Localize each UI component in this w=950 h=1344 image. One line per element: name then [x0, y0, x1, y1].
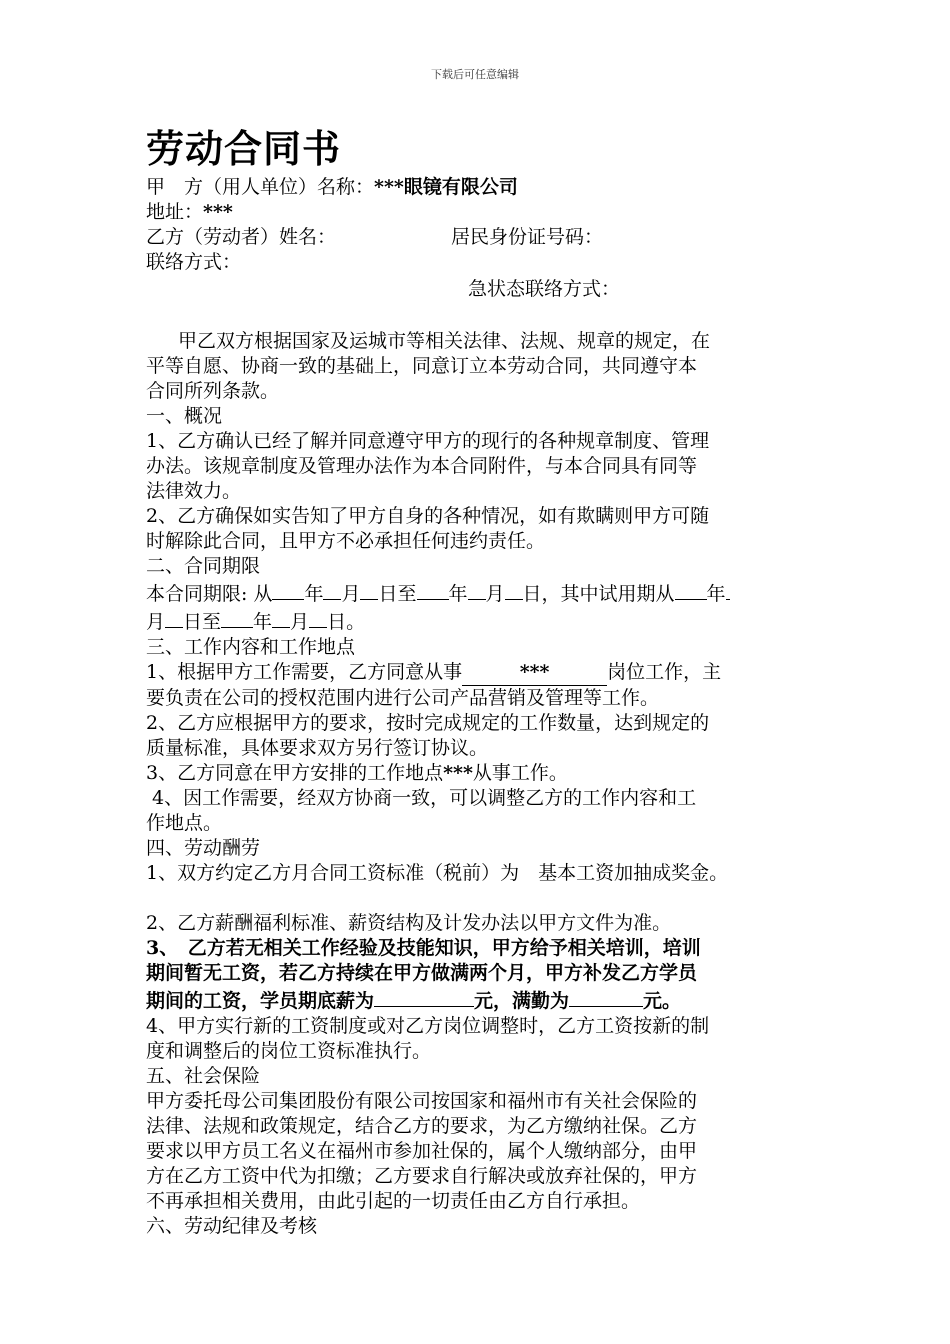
- contract-term-line-1: [146, 579, 816, 607]
- probation-start-year-blank: [675, 579, 707, 600]
- emergency-contact-line: 急状态联络方式：: [468, 278, 621, 300]
- end-year-blank: [417, 579, 449, 600]
- contract-term-line-2: [146, 607, 816, 635]
- s3-p2-line-2: 质量标准，具体要求双方另行签订协议。: [146, 737, 489, 759]
- document-title: 劳动合同书: [146, 127, 342, 171]
- s3-p1-text: 1、根据甲方工作需要，乙方同意从事: [146, 661, 463, 683]
- party-b-name-label: 乙方（劳动者）姓名：: [146, 226, 337, 248]
- section-1-heading: 一、概况: [146, 405, 223, 427]
- start-day-blank: [360, 579, 378, 600]
- probation-text: 日，其中试用期从: [522, 583, 675, 605]
- yuan-text: 元。: [643, 990, 682, 1012]
- s5-p1-line-4: 方在乙方工资中代为扣缴；乙方要求自行解决或放弃社保的，甲方: [146, 1165, 698, 1187]
- start-month-blank: [323, 579, 341, 600]
- day-to-text: 日至: [378, 583, 417, 605]
- intro-line-3: 合同所列条款。: [146, 380, 280, 402]
- s4-p3-line-2: 期间暂无工资，若乙方持续在甲方做满两个月，甲方补发乙方学员: [146, 962, 698, 984]
- probation-start-day-blank: [165, 607, 183, 628]
- section-2-heading: 二、合同期限: [146, 555, 261, 577]
- month-text: 月: [485, 583, 505, 605]
- start-year-blank: [272, 579, 304, 600]
- s5-p1-line-2: 法律、法规和政策规定，结合乙方的要求，为乙方缴纳社保。乙方: [146, 1115, 698, 1137]
- s4-p4-line-2: 度和调整后的岗位工资标准执行。: [146, 1040, 432, 1062]
- party-b-line: [146, 225, 816, 250]
- probation-end-day-blank: [309, 607, 327, 628]
- s5-p1-line-5: 不再承担相关费用，由此引起的一切责任由乙方自行承担。: [146, 1190, 641, 1212]
- section-3-heading: 三、工作内容和工作地点: [146, 636, 356, 658]
- party-a-label: 甲 方（用人单位）名称：: [146, 176, 375, 198]
- s3-p2-line-1: 2、乙方应根据甲方的要求，按时完成规定的工作数量，达到规定的: [146, 712, 710, 734]
- term-label: 本合同期限: 从: [146, 583, 273, 605]
- intro-line-1: 甲乙双方根据国家及运城市等相关法律、法规、规章的规定，在: [178, 330, 711, 352]
- s3-p1-line-1: [146, 660, 816, 686]
- address-label: 地址：: [146, 201, 204, 223]
- trainee-pay-text: 期间的工资，学员期底薪为: [146, 990, 375, 1012]
- s1-p1-line-2: 办法。该规章制度及管理办法作为本合同附件，与本合同具有同等: [146, 455, 698, 477]
- day-to-text: 日至: [183, 611, 222, 633]
- address-value: ***: [203, 201, 233, 223]
- post-name-field: ***: [462, 660, 607, 686]
- section-5-heading: 五、社会保险: [146, 1065, 261, 1087]
- section-4-heading: 四、劳动酬劳: [146, 837, 261, 859]
- work-place-value: ***: [443, 762, 473, 784]
- full-attendance-pay-blank: [569, 986, 643, 1007]
- party-b-id-label: 居民身份证号码：: [451, 226, 604, 248]
- year-text: 年: [253, 611, 273, 633]
- s3-p4-line-1: 4、因工作需要，经双方协商一致，可以调整乙方的工作内容和工: [146, 787, 697, 809]
- s4-p1-line: 1、双方约定乙方月合同工资标准（税前）为 基本工资加抽成奖金。: [146, 862, 729, 884]
- s4-p2-line: 2、乙方薪酬福利标准、薪资结构及计发办法以甲方文件为准。: [146, 912, 672, 934]
- party-a-line: [146, 175, 816, 200]
- trainee-base-pay-blank: [374, 986, 474, 1007]
- s5-p1-line-1: 甲方委托母公司集团股份有限公司按国家和福州市有关社会保险的: [146, 1090, 698, 1112]
- s3-p4-line-2: 作地点。: [146, 812, 223, 834]
- contact-line: 联络方式：: [146, 251, 242, 273]
- contract-body: [146, 125, 816, 1239]
- full-attendance-text: 元，满勤为: [474, 990, 570, 1012]
- s3-p3-text: 3、乙方同意在甲方安排的工作地点: [146, 762, 444, 784]
- address-line: [146, 200, 816, 225]
- year-text: 年: [448, 583, 468, 605]
- day-end-text: 日。: [327, 611, 366, 633]
- s1-p1-line-3: 法律效力。: [146, 480, 242, 502]
- trailing-blank: [726, 579, 730, 600]
- s4-p3-line-1: 3、 乙方若无相关工作经验及技能知识，甲方给予相关培训，培训: [146, 937, 701, 959]
- s3-p1-line-2: 要负责在公司的授权范围内进行公司产品营销及管理等工作。: [146, 687, 660, 709]
- spacer: [146, 886, 816, 911]
- month-text: 月: [341, 583, 361, 605]
- end-month-blank: [468, 579, 486, 600]
- page-header-note: 下载后可任意编辑: [431, 68, 519, 81]
- s3-p3-text-end: 从事工作。: [472, 762, 568, 784]
- month-text: 月: [290, 611, 310, 633]
- probation-end-year-blank: [221, 607, 253, 628]
- year-text: 年: [304, 583, 324, 605]
- section-6-heading: 六、劳动纪律及考核: [146, 1215, 318, 1237]
- month-text: 月: [146, 611, 166, 633]
- s3-p1-text-end: 岗位工作，主: [607, 661, 722, 683]
- s1-p2-line-1: 2、乙方确保如实告知了甲方自身的各种情况，如有欺瞒则甲方可随: [146, 505, 710, 527]
- s1-p2-line-2: 时解除此合同，且甲方不必承担任何违约责任。: [146, 530, 546, 552]
- s3-p3-line: [146, 761, 816, 786]
- party-a-name: ***眼镜有限公司: [374, 176, 518, 198]
- end-day-blank: [505, 579, 523, 600]
- s1-p1-line-1: 1、乙方确认已经了解并同意遵守甲方的现行的各种规章制度、管理: [146, 430, 710, 452]
- s4-p3-line-3: [146, 986, 816, 1014]
- intro-line-2: 平等自愿、协商一致的基础上，同意订立本劳动合同，共同遵守本: [146, 355, 698, 377]
- s4-p4-line-1: 4、甲方实行新的工资制度或对乙方岗位调整时，乙方工资按新的制: [146, 1015, 710, 1037]
- year-text: 年: [706, 583, 726, 605]
- s5-p1-line-3: 要求以甲方员工名义在福州市参加社保的，属个人缴纳部分，由甲: [146, 1140, 698, 1162]
- probation-end-month-blank: [272, 607, 290, 628]
